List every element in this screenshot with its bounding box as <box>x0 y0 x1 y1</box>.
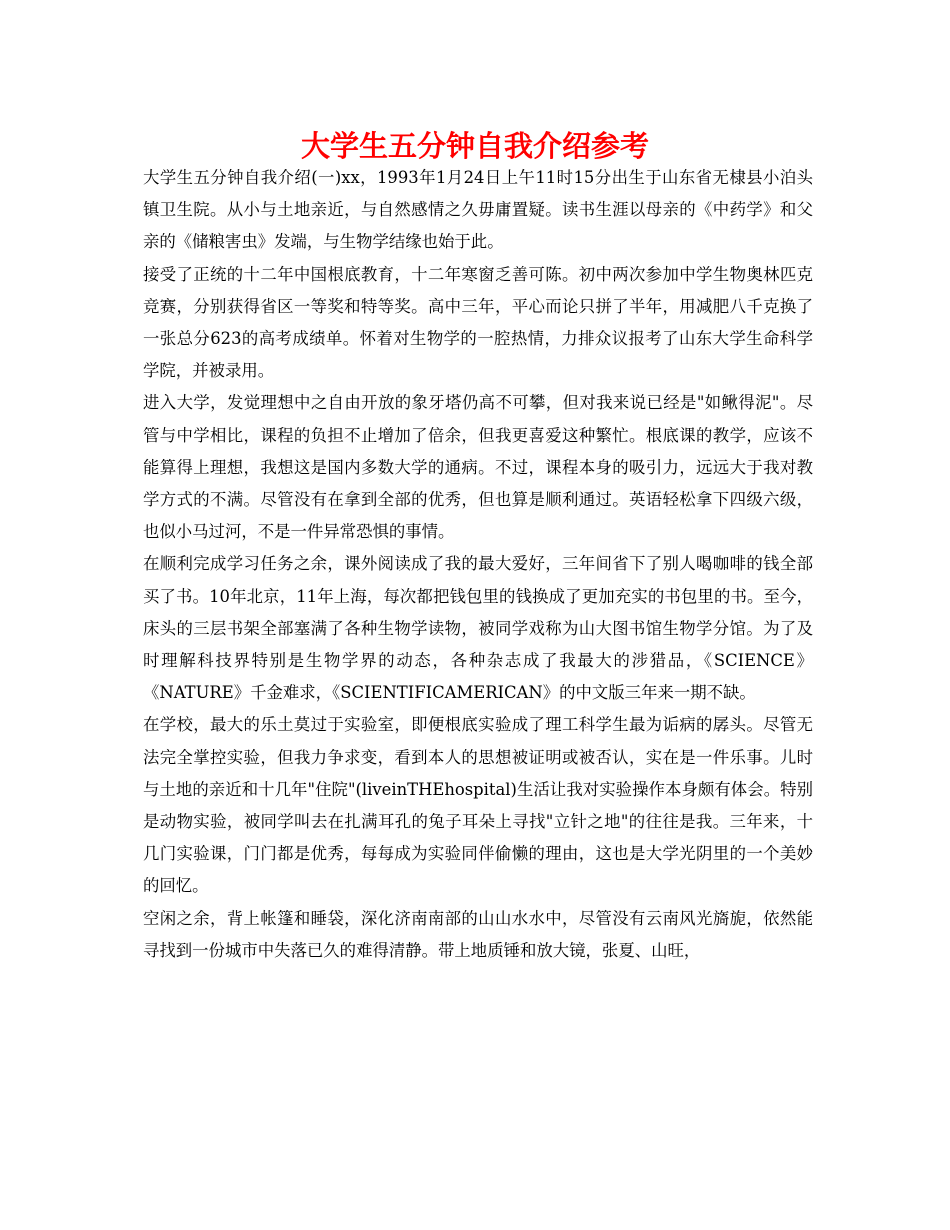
paragraph: 接受了正统的十二年中国根底教育，十二年寒窗乏善可陈。初中两次参加中学生物奥林匹克竞赛，分别获得省区一等奖和特等奖。高中三年，平心而论只拼了半年，用减肥八千克换了一张总分623的高考成绩单。怀着对生物学的一腔热情，力排众议报考了山东大学生命科学学院，并被录用。 <box>143 264 813 381</box>
paragraph: 大学生五分钟自我介绍(一)xx，1993年1月24日上午11时15分出生于山东省无棣县小泊头镇卫生院。从小与土地亲近，与自然感情之久毋庸置疑。读书生涯以母亲的《中药学》和父亲的《储粮害虫》发端，与生物学结缘也始于此。 <box>143 168 813 252</box>
paragraph: 进入大学，发觉理想中之自由开放的象牙塔仍高不可攀，但对我来说已经是"如鳅得泥"。尽管与中学相比，课程的负担不止增加了倍余，但我更喜爱这种繁忙。根底课的教学，应该不能算得上理想，我想这是国内多数大学的通病。不过，课程本身的吸引力，远远大于我对教学方式的不满。尽管没有在拿到全部的优秀，但也算是顺利通过。英语轻松拿下四级六级，也似小马过河，不是一件异常恐惧的事情。 <box>143 393 813 542</box>
paragraph: 在学校，最大的乐土莫过于实验室，即便根底实验成了理工科学生最为诟病的孱头。尽管无法完全掌控实验，但我力争求变，看到本人的思想被证明或被否认，实在是一件乐事。儿时与土地的亲近和十几年"住院"(liveinTHEhospital)生活让我对实验操作本身颇有体会。特别是动物实验，被同学叫去在扎满耳孔的兔子耳朵上寻找"立针之地"的往往是我。三年来，十几门实验课，门门都是优秀，每每成为实验同伴偷懒的理由，这也是大学光阴里的一个美妙的回忆。 <box>143 715 813 896</box>
paragraph: 在顺利完成学习任务之余，课外阅读成了我的最大爱好，三年间省下了别人喝咖啡的钱全部买了书。10年北京，11年上海，每次都把钱包里的钱换成了更加充实的书包里的书。至今，床头的三层书架全部塞满了各种生物学读物，被同学戏称为山大图书馆生物学分馆。为了及时理解科技界特别是生物学界的动态，各种杂志成了我最大的涉猎品，《SCIENCE》《NATURE》千金难求，《SCIENTIFICAMERICAN》的中文版三年来一期不缺。 <box>143 554 813 703</box>
document-body <box>143 162 813 967</box>
document-title: 大学生五分钟自我介绍参考 <box>300 129 649 163</box>
paragraph: 空闲之余，背上帐篷和睡袋，深化济南南部的山山水水中，尽管没有云南风光旖旎，依然能寻找到一份城市中失落已久的难得清静。带上地质锤和放大镜，张夏、山旺， <box>143 908 813 960</box>
